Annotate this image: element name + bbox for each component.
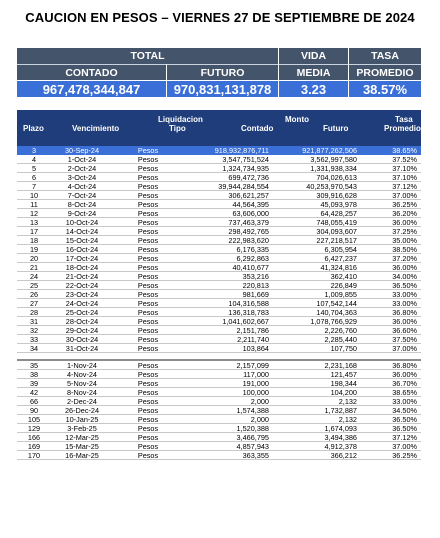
table-row bbox=[17, 388, 421, 397]
tipo-cell: Pesos bbox=[137, 182, 159, 191]
contado-cell: 1,324,734,935 bbox=[222, 164, 269, 173]
table-row bbox=[17, 218, 421, 227]
tipo-cell: Pesos bbox=[137, 308, 159, 317]
plazo-cell: 33 bbox=[29, 335, 39, 344]
table-row bbox=[17, 335, 421, 344]
futuro-total-value: 970,831,131,878 bbox=[167, 80, 279, 97]
table-row bbox=[17, 442, 421, 451]
table-row bbox=[17, 209, 421, 218]
plazo-cell: 18 bbox=[29, 236, 39, 245]
futuro-header: FUTURO bbox=[167, 64, 279, 80]
futuro-cell: 140,704,363 bbox=[316, 308, 357, 317]
plazo-cell: 10 bbox=[29, 191, 39, 200]
header-futuro: Futuro bbox=[323, 124, 349, 133]
tipo-cell: Pesos bbox=[137, 415, 159, 424]
vencimiento-cell: 4-Oct-24 bbox=[67, 182, 97, 191]
vencimiento-cell: 22-Oct-24 bbox=[65, 281, 99, 290]
plazo-cell: 21 bbox=[29, 263, 39, 272]
futuro-cell: 2,231,168 bbox=[324, 361, 357, 370]
futuro-cell: 4,912,378 bbox=[324, 442, 357, 451]
futuro-cell: 1,674,093 bbox=[324, 424, 357, 433]
tipo-cell: Pesos bbox=[137, 245, 159, 254]
plazo-cell: 66 bbox=[29, 397, 39, 406]
contado-cell: 918,932,876,711 bbox=[214, 146, 269, 155]
contado-cell: 117,000 bbox=[243, 370, 269, 379]
vencimiento-cell: 3-Oct-24 bbox=[67, 173, 97, 182]
tasa-cell: 36.00% bbox=[392, 218, 417, 227]
tipo-cell: Pesos bbox=[137, 272, 159, 281]
tipo-cell: Pesos bbox=[137, 146, 159, 155]
tipo-cell: Pesos bbox=[137, 433, 159, 442]
plazo-cell: 105 bbox=[27, 415, 41, 424]
futuro-cell: 3,494,386 bbox=[324, 433, 357, 442]
tasa-promedio-value: 38.57% bbox=[349, 80, 421, 97]
contado-cell: 104,316,588 bbox=[228, 299, 269, 308]
contado-header: CONTADO bbox=[17, 64, 167, 80]
table-row bbox=[17, 397, 421, 406]
tasa-cell: 37.50% bbox=[392, 335, 417, 344]
table-row bbox=[17, 245, 421, 254]
tasa-cell: 38.50% bbox=[392, 245, 417, 254]
tipo-cell: Pesos bbox=[137, 173, 159, 182]
tipo-cell: Pesos bbox=[137, 218, 159, 227]
vida-media-value: 3.23 bbox=[279, 80, 349, 97]
tasa-cell: 33.00% bbox=[392, 397, 417, 406]
vencimiento-cell: 30-Oct-24 bbox=[65, 335, 99, 344]
page-title: CAUCION EN PESOS – VIERNES 27 DE SEPTIEMBRE DE 2024 bbox=[25, 10, 415, 25]
table-row bbox=[17, 254, 421, 263]
futuro-cell: 2,132 bbox=[338, 397, 357, 406]
vencimiento-cell: 28-Oct-24 bbox=[65, 317, 99, 326]
vencimiento-cell: 10-Oct-24 bbox=[65, 218, 99, 227]
plazo-cell: 24 bbox=[29, 272, 39, 281]
table-row bbox=[17, 146, 421, 155]
contado-cell: 981,669 bbox=[242, 290, 269, 299]
vencimiento-cell: 4-Nov-24 bbox=[66, 370, 97, 379]
tasa-cell: 37.12% bbox=[392, 433, 417, 442]
contado-cell: 2,000 bbox=[250, 397, 269, 406]
tasa-cell: 36.50% bbox=[392, 415, 417, 424]
tipo-cell: Pesos bbox=[137, 200, 159, 209]
futuro-cell: 104,200 bbox=[330, 388, 357, 397]
vencimiento-cell: 3-Feb-25 bbox=[67, 424, 97, 433]
futuro-cell: 748,055,419 bbox=[316, 218, 357, 227]
header-monto: Monto bbox=[285, 115, 309, 124]
vencimiento-cell: 17-Oct-24 bbox=[65, 254, 99, 263]
table-row bbox=[17, 433, 421, 442]
tasa-cell: 37.00% bbox=[392, 191, 417, 200]
contado-cell: 737,463,379 bbox=[228, 218, 269, 227]
tasa-cell: 36.70% bbox=[392, 379, 417, 388]
contado-cell: 353,216 bbox=[242, 272, 269, 281]
table-row bbox=[17, 317, 421, 326]
contado-cell: 306,621,257 bbox=[228, 191, 269, 200]
futuro-cell: 2,285,440 bbox=[324, 335, 357, 344]
contado-cell: 100,000 bbox=[242, 388, 269, 397]
plazo-cell: 90 bbox=[29, 406, 39, 415]
contado-cell: 44,564,395 bbox=[232, 200, 269, 209]
vencimiento-cell: 2-Oct-24 bbox=[67, 164, 97, 173]
tipo-cell: Pesos bbox=[137, 209, 159, 218]
tipo-cell: Pesos bbox=[137, 344, 159, 353]
futuro-cell: 64,428,257 bbox=[320, 209, 357, 218]
table-row bbox=[17, 370, 421, 379]
contado-cell: 363,355 bbox=[242, 451, 269, 460]
vencimiento-cell: 7-Oct-24 bbox=[67, 191, 97, 200]
futuro-cell: 6,305,954 bbox=[324, 245, 357, 254]
contado-cell: 699,472,736 bbox=[228, 173, 269, 182]
tasa-cell: 35.00% bbox=[392, 236, 417, 245]
vencimiento-cell: 31-Oct-24 bbox=[65, 344, 99, 353]
tasa-cell: 37.10% bbox=[392, 173, 417, 182]
contado-cell: 2,151,786 bbox=[236, 326, 269, 335]
vencimiento-cell: 2-Dec-24 bbox=[66, 397, 97, 406]
futuro-cell: 3,562,997,580 bbox=[310, 155, 357, 164]
contado-cell: 6,176,335 bbox=[236, 245, 269, 254]
table-row bbox=[17, 415, 421, 424]
plazo-cell: 27 bbox=[29, 299, 39, 308]
tipo-cell: Pesos bbox=[137, 442, 159, 451]
tipo-cell: Pesos bbox=[137, 227, 159, 236]
futuro-cell: 6,427,237 bbox=[324, 254, 357, 263]
table-row bbox=[17, 173, 421, 182]
summary-panel bbox=[17, 48, 421, 96]
table-row bbox=[17, 191, 421, 200]
tasa-header: TASA bbox=[349, 48, 421, 64]
tasa-cell: 36.80% bbox=[392, 361, 417, 370]
tipo-cell: Pesos bbox=[137, 326, 159, 335]
tasa-cell: 36.00% bbox=[392, 263, 417, 272]
futuro-cell: 2,132 bbox=[338, 415, 357, 424]
tipo-cell: Pesos bbox=[137, 424, 159, 433]
futuro-cell: 304,093,607 bbox=[316, 227, 357, 236]
tipo-cell: Pesos bbox=[137, 236, 159, 245]
table-header bbox=[17, 110, 421, 146]
vencimiento-cell: 1-Nov-24 bbox=[66, 361, 97, 370]
tasa-cell: 37.25% bbox=[392, 227, 417, 236]
tipo-cell: Pesos bbox=[137, 379, 159, 388]
table-row bbox=[17, 182, 421, 191]
futuro-cell: 121,457 bbox=[330, 370, 357, 379]
tasa-cell: 37.20% bbox=[392, 254, 417, 263]
plazo-cell: 11 bbox=[30, 200, 38, 209]
vencimiento-cell: 29-Oct-24 bbox=[65, 326, 99, 335]
tasa-cell: 33.00% bbox=[392, 299, 417, 308]
vencimiento-cell: 8-Nov-24 bbox=[66, 388, 97, 397]
futuro-cell: 40,253,970,543 bbox=[306, 182, 357, 191]
vencimiento-cell: 18-Oct-24 bbox=[65, 263, 99, 272]
header-promedio: Promedio bbox=[384, 124, 421, 133]
header-tipo: Tipo bbox=[169, 124, 186, 133]
tipo-cell: Pesos bbox=[137, 164, 159, 173]
vencimiento-cell: 8-Oct-24 bbox=[67, 200, 97, 209]
vencimiento-cell: 1-Oct-24 bbox=[67, 155, 97, 164]
plazo-cell: 35 bbox=[29, 361, 39, 370]
plazo-cell: 34 bbox=[29, 344, 39, 353]
tipo-cell: Pesos bbox=[137, 335, 159, 344]
media-header: MEDIA bbox=[279, 64, 349, 80]
tipo-cell: Pesos bbox=[137, 191, 159, 200]
plazo-cell: 5 bbox=[31, 164, 37, 173]
contado-cell: 63,606,000 bbox=[232, 209, 269, 218]
contado-cell: 298,492,765 bbox=[228, 227, 269, 236]
vencimiento-cell: 16-Mar-25 bbox=[65, 451, 99, 460]
header-plazo: Plazo bbox=[23, 124, 44, 133]
futuro-cell: 309,916,628 bbox=[316, 191, 357, 200]
plazo-cell: 170 bbox=[27, 451, 41, 460]
table-row bbox=[17, 236, 421, 245]
table-row bbox=[17, 164, 421, 173]
contado-cell: 2,211,740 bbox=[237, 335, 269, 344]
tasa-cell: 37.52% bbox=[392, 155, 417, 164]
rows-group-later bbox=[17, 361, 421, 460]
tipo-cell: Pesos bbox=[137, 254, 159, 263]
plazo-cell: 3 bbox=[31, 146, 37, 155]
contado-cell: 191,000 bbox=[242, 379, 269, 388]
futuro-cell: 45,093,978 bbox=[320, 200, 357, 209]
table-row bbox=[17, 379, 421, 388]
table-row bbox=[17, 424, 421, 433]
table-row bbox=[17, 155, 421, 164]
vida-header: VIDA bbox=[279, 48, 349, 64]
plazo-cell: 25 bbox=[29, 281, 39, 290]
tipo-cell: Pesos bbox=[137, 155, 159, 164]
futuro-cell: 704,026,613 bbox=[316, 173, 357, 182]
tasa-cell: 38.65% bbox=[392, 388, 417, 397]
tipo-cell: Pesos bbox=[137, 388, 159, 397]
tasa-cell: 36.80% bbox=[392, 308, 417, 317]
vencimiento-cell: 25-Oct-24 bbox=[65, 308, 99, 317]
plazo-cell: 169 bbox=[27, 442, 41, 451]
futuro-cell: 107,542,144 bbox=[316, 299, 357, 308]
vencimiento-cell: 9-Oct-24 bbox=[67, 209, 97, 218]
futuro-cell: 198,344 bbox=[330, 379, 357, 388]
contado-cell: 39,944,284,554 bbox=[218, 182, 269, 191]
plazo-cell: 17 bbox=[29, 227, 39, 236]
contado-cell: 3,547,751,524 bbox=[222, 155, 269, 164]
tasa-cell: 38.65% bbox=[392, 146, 417, 155]
plazo-cell: 38 bbox=[29, 370, 39, 379]
vencimiento-cell: 10-Jan-25 bbox=[65, 415, 99, 424]
promedio-header: PROMEDIO bbox=[349, 64, 421, 80]
table-row bbox=[17, 361, 421, 370]
table-row bbox=[17, 308, 421, 317]
plazo-cell: 32 bbox=[29, 326, 39, 335]
table-row bbox=[17, 281, 421, 290]
table-row bbox=[17, 290, 421, 299]
vencimiento-cell: 24-Oct-24 bbox=[65, 299, 99, 308]
futuro-cell: 1,078,766,929 bbox=[310, 317, 357, 326]
tasa-cell: 37.10% bbox=[392, 164, 417, 173]
vencimiento-cell: 5-Nov-24 bbox=[66, 379, 97, 388]
vencimiento-cell: 30-Sep-24 bbox=[64, 146, 100, 155]
section-divider bbox=[17, 353, 421, 361]
vencimiento-cell: 26-Dec-24 bbox=[64, 406, 100, 415]
contado-cell: 40,410,677 bbox=[232, 263, 269, 272]
contado-cell: 220,813 bbox=[242, 281, 269, 290]
tasa-cell: 34.50% bbox=[392, 406, 417, 415]
header-vencimiento: Vencimiento bbox=[72, 124, 120, 133]
plazo-cell: 39 bbox=[29, 379, 39, 388]
tipo-cell: Pesos bbox=[137, 370, 159, 379]
header-tasa: Tasa bbox=[395, 115, 413, 124]
futuro-cell: 226,849 bbox=[330, 281, 357, 290]
tasa-cell: 36.00% bbox=[392, 317, 417, 326]
vencimiento-cell: 21-Oct-24 bbox=[65, 272, 99, 281]
plazo-cell: 13 bbox=[29, 218, 39, 227]
futuro-cell: 2,226,760 bbox=[324, 326, 357, 335]
header-contado: Contado bbox=[241, 124, 274, 133]
contado-cell: 222,983,620 bbox=[228, 236, 269, 245]
futuro-cell: 1,331,938,334 bbox=[310, 164, 357, 173]
tasa-cell: 36.50% bbox=[392, 424, 417, 433]
futuro-cell: 1,009,855 bbox=[324, 290, 357, 299]
contado-total-value: 967,478,344,847 bbox=[17, 80, 167, 97]
tasa-cell: 37.00% bbox=[392, 344, 417, 353]
tasa-cell: 36.60% bbox=[392, 326, 417, 335]
plazo-cell: 4 bbox=[31, 155, 37, 164]
table-row bbox=[17, 227, 421, 236]
tipo-cell: Pesos bbox=[137, 451, 159, 460]
contado-cell: 3,466,795 bbox=[236, 433, 269, 442]
total-header: TOTAL bbox=[17, 48, 279, 64]
plazo-cell: 7 bbox=[31, 182, 37, 191]
table-row bbox=[17, 200, 421, 209]
plazo-cell: 166 bbox=[27, 433, 41, 442]
vencimiento-cell: 23-Oct-24 bbox=[65, 290, 99, 299]
contado-cell: 2,000 bbox=[250, 415, 269, 424]
caucion-table bbox=[17, 110, 421, 460]
table-row bbox=[17, 263, 421, 272]
header-liquidacion: Liquidacion bbox=[158, 115, 203, 124]
contado-cell: 136,318,783 bbox=[228, 308, 269, 317]
vencimiento-cell: 15-Oct-24 bbox=[65, 236, 99, 245]
plazo-cell: 26 bbox=[29, 290, 39, 299]
tasa-cell: 36.25% bbox=[392, 200, 417, 209]
vencimiento-cell: 12-Mar-25 bbox=[65, 433, 99, 442]
contado-cell: 2,157,099 bbox=[236, 361, 269, 370]
plazo-cell: 12 bbox=[29, 209, 39, 218]
contado-cell: 1,041,602,667 bbox=[222, 317, 269, 326]
table-row bbox=[17, 272, 421, 281]
table-row bbox=[17, 344, 421, 353]
tasa-cell: 34.00% bbox=[392, 272, 417, 281]
tasa-cell: 33.00% bbox=[392, 290, 417, 299]
plazo-cell: 129 bbox=[27, 424, 41, 433]
tasa-cell: 37.12% bbox=[392, 182, 417, 191]
futuro-cell: 107,750 bbox=[330, 344, 357, 353]
tipo-cell: Pesos bbox=[137, 317, 159, 326]
tasa-cell: 37.00% bbox=[392, 442, 417, 451]
plazo-cell: 20 bbox=[29, 254, 39, 263]
plazo-cell: 28 bbox=[29, 308, 39, 317]
plazo-cell: 6 bbox=[31, 173, 37, 182]
tasa-cell: 36.25% bbox=[392, 451, 417, 460]
futuro-cell: 366,212 bbox=[330, 451, 357, 460]
futuro-cell: 1,732,887 bbox=[324, 406, 357, 415]
vencimiento-cell: 16-Oct-24 bbox=[65, 245, 99, 254]
tasa-cell: 36.00% bbox=[392, 370, 417, 379]
vencimiento-cell: 15-Mar-25 bbox=[65, 442, 99, 451]
contado-cell: 103,864 bbox=[242, 344, 269, 353]
futuro-cell: 362,410 bbox=[330, 272, 357, 281]
table-row bbox=[17, 406, 421, 415]
futuro-cell: 41,324,816 bbox=[320, 263, 357, 272]
tipo-cell: Pesos bbox=[137, 299, 159, 308]
futuro-cell: 921,877,262,506 bbox=[302, 146, 357, 155]
table-row bbox=[17, 299, 421, 308]
contado-cell: 1,574,388 bbox=[236, 406, 269, 415]
plazo-cell: 42 bbox=[29, 388, 39, 397]
tasa-cell: 36.50% bbox=[392, 281, 417, 290]
contado-cell: 1,520,388 bbox=[236, 424, 269, 433]
tipo-cell: Pesos bbox=[137, 290, 159, 299]
contado-cell: 4,857,943 bbox=[236, 442, 269, 451]
tipo-cell: Pesos bbox=[137, 263, 159, 272]
plazo-cell: 31 bbox=[29, 317, 39, 326]
tasa-cell: 36.20% bbox=[392, 209, 417, 218]
table-row bbox=[17, 451, 421, 460]
contado-cell: 6,292,863 bbox=[236, 254, 269, 263]
table-row bbox=[17, 326, 421, 335]
futuro-cell: 227,218,517 bbox=[316, 236, 357, 245]
tipo-cell: Pesos bbox=[137, 361, 159, 370]
vencimiento-cell: 14-Oct-24 bbox=[65, 227, 99, 236]
plazo-cell: 19 bbox=[29, 245, 39, 254]
tipo-cell: Pesos bbox=[137, 397, 159, 406]
tipo-cell: Pesos bbox=[137, 406, 159, 415]
tipo-cell: Pesos bbox=[137, 281, 159, 290]
rows-group-october bbox=[17, 146, 421, 353]
